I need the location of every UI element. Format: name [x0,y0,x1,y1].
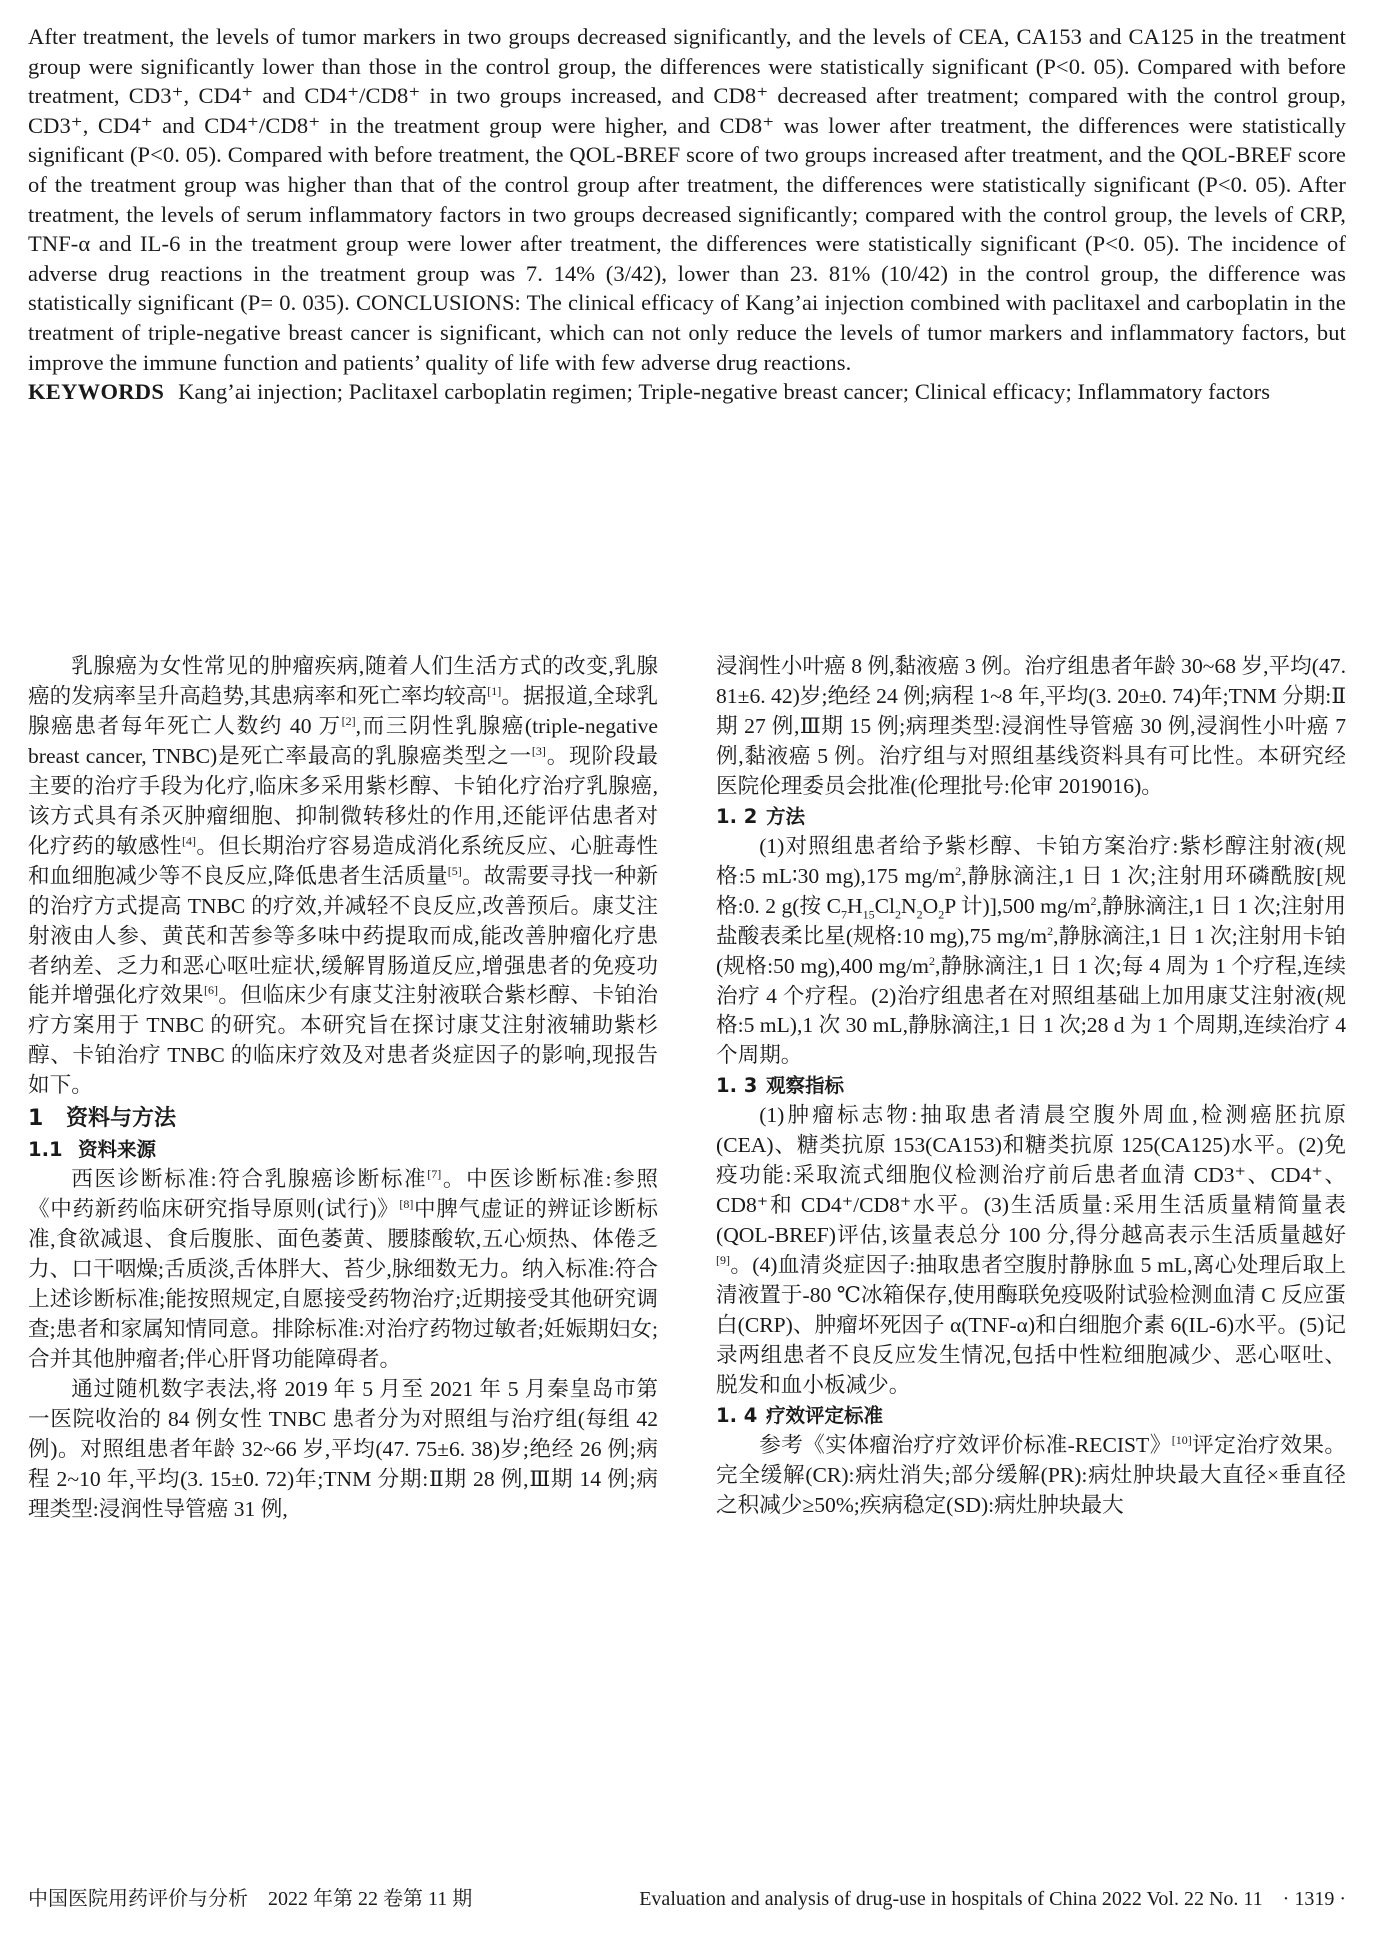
grouping-paragraph: 通过随机数字表法,将 2019 年 5 月至 2021 年 5 月秦皇岛市第一医院收治的 84 例女性 TNBC 患者分为对照组与治疗组(每组 42 例)。对照组患者年龄 32~66 岁,平均(47. 75±6. 38)岁;绝经 26 例;病程 2~10 年,平均(3. 15±0. 72)年;TNM 分期:Ⅱ期 28 例,Ⅲ期 14 例;病理类型:浸润性导管癌 31 例, [28,1376,658,1521]
text-run: P 计)],500 mg/m [944,893,1091,918]
citation-8[interactable]: [8] [399,1197,414,1212]
text-run: Cl [874,893,896,918]
keywords-text: Kang’ai injection; Paclitaxel carboplatin regimen; Triple-negative breast cancer; Clinical efficacy; Inflammatory factors [178,379,1271,405]
subsection-number: 1.1 [28,1138,63,1162]
text-run: ,静脉滴注,1 日 1 次;注射用环磷酰胺[规格:0. 2 g(按 C [716,863,1346,918]
subsection-heading-1-1 [28,1135,658,1165]
keywords-label: KEYWORDS [28,379,165,405]
footer-journal-chinese: 中国医院用药评价与分析 2022 年第 22 卷第 11 期 [28,1888,473,1910]
abstract-results-text: After treatment, the levels of tumor markers in two groups decreased significantly, and the levels of CEA, CA153 and CA125 in the treatment group were significantly lower than those in the control group, the differences were statistically significant (P<0. 05). Compared with before treatment, CD3⁺, CD4⁺ and CD4⁺/CD8⁺ in two groups increased, and CD8⁺ decreased after treatment; compared with the control group, CD3⁺, CD4⁺ and CD4⁺/CD8⁺ in the treatment group were higher, and CD8⁺ was lower after treatment, the differences were statistically significant (P<0. 05). Compared with before treatment, the QOL-BREF score of two groups increased after treatment, and the QOL-BREF score of the treatment group was higher than that of the control group after treatment, the differences were statistically significant (P<0. 05). After treatment, the levels of serum inflammatory factors in two groups decreased significantly; compared with the control group, the levels of CRP, TNF-α and IL-6 in the treatment group were lower after treatment, the differences were statistically significant (P<0. 05). The incidence of adverse drug reactions in the treatment group was 7. 14% (3/42), lower than 23. 81% (10/42) in the control group, the difference was statistically significant (P= 0. 035). CONCLUSIONS: The clinical efficacy of Kang’ai injection combined with paclitaxel and carboplatin in the treatment of triple-negative breast cancer is significant, which can not only reduce the levels of tumor markers and inflammatory factors, but improve the immune function and patients’ quality of life with few adverse drug reactions. [28,24,1346,375]
section-number: 1 [28,1106,44,1132]
text-run: 。据报道,全球乳腺癌患者每年死亡人数约 40 万 [28,683,658,738]
section-heading-1 [28,1103,658,1135]
footer-journal-english-page: Evaluation and analysis of drug-use in hospitals of China 2022 Vol. 22 No. 11 · 1319 · [639,1888,1346,1910]
text-run: ,静脉滴注,1 日 1 次;注射用卡铂(规格:50 mg),400 mg/m [716,923,1347,978]
text-run: 。现阶段最主要的治疗手段为化疗,临床多采用紫杉醇、卡铂化疗治疗乳腺癌,该方式具有杀灭肿瘤细胞、抑制微转移灶的作用,还能评估患者对化疗药的敏感性 [28,743,658,858]
text-run: O [922,893,939,918]
english-abstract [28,22,1346,407]
superscript: 2 [1090,893,1097,908]
left-column [28,652,658,1525]
text-run: 中脾气虚证的辨证诊断标准,食欲减退、食后腹胀、面色萎黄、腰膝酸软,五心烦热、体倦乏力、口干咽燥;舌质淡,舌体胖大、苔少,脉细数无力。纳入标准:符合上述诊断标准;能按照规定,自愿接受药物治疗;近期接受其他研究调查;患者和家属知情同意。排除标准:对治疗药物过敏者;妊娠期妇女;合并其他肿瘤者;伴心肝肾功能障碍者。 [28,1197,658,1372]
text-run: (1)肿瘤标志物:抽取患者清晨空腹外周血,检测癌胚抗原(CEA)、糖类抗原 153(CA153)和糖类抗原 125(CA125)水平。(2)免疫功能:采取流式细胞仪检测治疗前后患者血清 CD3⁺、CD4⁺、CD8⁺和 CD4⁺/CD8⁺水平。(3)生活质量:采用生活质量精简量表(QOL-BREF)评估,该量表总分 100 分,得分越高表示生活质量越好 [716,1103,1346,1248]
text-run: 西医诊断标准:符合乳腺癌诊断标准 [71,1167,428,1192]
text-run: 。中医诊断标准:参照《中药新药临床研究指导原则(试行)》 [28,1167,658,1222]
subsection-heading-1-2 [716,802,1346,832]
grouping-paragraph-continued: 浸润性小叶癌 8 例,黏液癌 3 例。治疗组患者年龄 30~68 岁,平均(47. 81±6. 42)岁;绝经 24 例;病程 1~8 年,平均(3. 20±0. 74)年;TNM 分期:Ⅱ期 27 例,Ⅲ期 15 例;病理类型:浸润性导管癌 30 例,浸润性小叶癌 7 例,黏液癌 5 例。治疗组与对照组基线资料具有可比性。本研究经医院伦理委员会批准(伦理批号:伦审 2019016)。 [716,654,1346,798]
citation-1[interactable]: [1] [487,683,502,698]
text-run: N [901,893,917,918]
text-run: 。故需要寻找一种新的治疗方式提高 TNBC 的疗效,并减轻不良反应,改善预后。康艾注射液由人参、黄芪和苦参等多味中药提取而成,能改善肿瘤化疗患者纳差、乏力和恶心呕吐症状,缓解胃肠道反应,增强患者的免疫功能并增强化疗效果 [28,863,658,1008]
citation-9[interactable]: [9] [716,1252,730,1267]
right-column [716,652,1346,1521]
efficacy-criteria-paragraph [716,1431,1346,1521]
text-run: (1)对照组患者给予紫杉醇、卡铂方案治疗:紫杉醇注射液(规格:5 mL∶30 mg),175 mg/m [716,833,1346,888]
text-run: 乳腺癌为女性常见的肿瘤疾病,随着人们生活方式的改变,乳腺癌的发病率呈升高趋势,其患病率和死亡率均较高 [28,654,658,708]
methods-paragraph [716,832,1346,1072]
superscript: 2 [955,863,962,878]
citation-5[interactable]: [5] [447,863,462,878]
superscript: 2 [1047,923,1054,938]
text-run: 。但临床少有康艾注射液联合紫杉醇、卡铂治疗方案用于 TNBC 的研究。本研究旨在探讨康艾注射液辅助紫杉醇、卡铂治疗 TNBC 的临床疗效及对患者炎症因子的影响,现报告如下。 [28,983,658,1098]
subsection-title: 观察指标 [766,1074,845,1098]
subsection-title: 疗效评定标准 [766,1403,884,1427]
criteria-paragraph [28,1165,658,1375]
subsection-number: 1. 3 [716,1074,758,1098]
subsection-heading-1-3 [716,1071,1346,1101]
citation-3[interactable]: [3] [531,743,546,758]
keywords-line [28,377,1346,407]
subscript: 7 [841,906,848,921]
citation-6[interactable]: [6] [204,983,218,998]
subscript: 2 [895,906,902,921]
subsection-number: 1. 4 [716,1403,758,1427]
text-run: H [847,893,863,918]
subsection-heading-1-4 [716,1401,1346,1431]
text-run: 评定治疗效果。完全缓解(CR):病灶消失;部分缓解(PR):病灶肿块最大直径×垂直径之积减少≥50%;疾病稳定(SD):病灶肿块最大 [716,1432,1346,1517]
text-run: ,而三阴性乳腺癌(triple-negative breast cancer, TNBC)是死亡率最高的乳腺癌类型之一 [28,713,658,768]
subsection-title: 方法 [766,804,806,828]
citation-2[interactable]: [2] [341,713,356,728]
intro-paragraph [28,652,658,1101]
subscript: 2 [938,906,945,921]
text-run: 参考《实体瘤治疗疗效评价标准-RECIST》 [759,1432,1172,1457]
citation-7[interactable]: [7] [427,1167,442,1182]
citation-4[interactable]: [4] [182,833,196,848]
indicators-paragraph [716,1101,1346,1401]
subsection-number: 1. 2 [716,804,758,828]
citation-10[interactable]: [10] [1171,1432,1192,1447]
text-run: ,静脉滴注,1 日 1 次;注射用盐酸表柔比星(规格:10 mg),75 mg/m [716,893,1346,948]
text-run: 。但长期治疗容易造成消化系统反应、心脏毒性和血细胞减少等不良反应,降低患者生活质量 [28,833,658,888]
text-run: ,静脉滴注,1 日 1 次;每 4 周为 1 个疗程,连续治疗 4 个疗程。(2)治疗组患者在对照组基础上加用康艾注射液(规格:5 mL),1 次 30 mL,静脉滴注,1 日 1 次;28 d 为 1 个周期,连续治疗 4 个周期。 [716,953,1346,1068]
text-run: 。(4)血清炎症因子:抽取患者空腹肘静脉血 5 mL,离心处理后取上清液置于-80 ℃冰箱保存,使用酶联免疫吸附试验检测血清 C 反应蛋白(CRP)、肿瘤坏死因子 α(TNF-α)和白细胞介素 6(IL-6)水平。(5)记录两组患者不良反应发生情况,包括中性粒细胞减少、恶心呕吐、脱发和血小板减少。 [716,1253,1346,1397]
subsection-title: 资料来源 [78,1138,157,1162]
subscript: 15 [862,906,875,921]
superscript: 2 [928,953,935,968]
section-title: 资料与方法 [66,1106,177,1132]
subscript: 2 [916,906,923,921]
